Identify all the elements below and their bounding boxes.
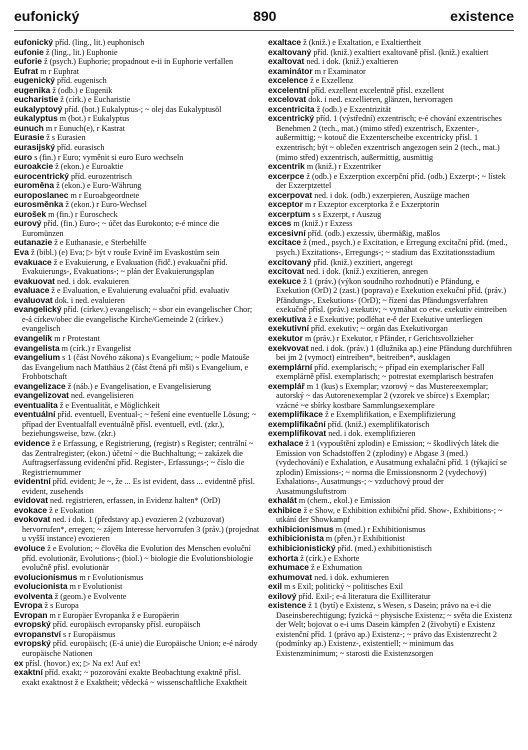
entry-headword: eukalyptový: [14, 103, 63, 114]
entry-definition: s s Exzerpt, r Auszug: [310, 209, 382, 219]
entry-headword: evolventa: [14, 590, 53, 601]
dictionary-entry: [14, 506, 260, 516]
entry-definition: m 1 (kus) s Exemplar; vzorový ~ das Mustereexemplar; autorský ~ das Autorenexemplar 2 (vzorek ve sbírce) s Exemplar; vzácné ~e sbírky kostbare Sammlungsexemplare: [276, 381, 490, 410]
entry-definition: ned. evangelisieren: [68, 391, 134, 401]
entry-headword: excerpce: [268, 170, 305, 181]
entry-definition: m (fin.) r Euroscheck: [46, 209, 118, 219]
entry-headword: eucharistie: [14, 94, 59, 105]
dictionary-entry: [14, 210, 260, 220]
entry-definition: příd. (církev.) evangelisch; ~ sbor ein evangelischer Chor; e-á církev/obec die evangelische Kirche/Gemeinde 2 (církev.) evangelisch: [22, 305, 253, 334]
entry-definition: ž (círk.) e Eucharistie: [58, 95, 131, 105]
entry-definition: ž (geom.) e Evolvente: [52, 591, 127, 601]
entry-definition: příd. evident; Je ~, že ... Es ist evident, dass ... evidentně přísl. evident, zusehends: [22, 477, 255, 496]
entry-definition: m r Eunuch(e), r Kastrat: [43, 123, 125, 133]
entry-definition: příd. exemplarisch; ~ případ ein exemplarischer Fall exemplárně přísl. exemplarisch; ~ potrestat exemplarisch bestrafen: [276, 362, 494, 382]
entry-headword: eventuální: [14, 409, 56, 420]
entry-definition: m (med.) r Exhibitionismus: [333, 524, 426, 534]
dictionary-entry: [14, 439, 260, 477]
entry-headword: evangelizovat: [14, 390, 69, 401]
dictionary-entry: [14, 57, 260, 67]
entry-definition: m r Euroabgeordnete: [68, 190, 140, 200]
entry-headword: excentricita: [268, 103, 315, 114]
dictionary-entry: [268, 344, 514, 363]
entry-definition: ž (odb.) e Exzentrizität: [314, 104, 392, 114]
entry-definition: dok. i ned. exzellieren, glänzen, hervorragen: [306, 95, 453, 105]
entry-definition: příd. europäisch; (E-á unie) die Europäische Union; e-é národy europäische Nationen: [22, 639, 258, 658]
entry-definition: m r Evolutionist: [67, 582, 123, 592]
entry-headword: Evropan: [14, 609, 48, 620]
entry-headword: exaltovaný: [268, 46, 312, 57]
entry-headword: evolucionismus: [14, 571, 78, 582]
entry-headword: excelence: [268, 75, 309, 86]
entry-definition: ž e Exhumation: [308, 563, 362, 573]
entry-definition: ž e Evolution; ~ člověka die Evolution des Menschen evoluční příd. evolutionär, Evolutions-; (biol.) ~ biologie die Evolutionsbiologie evolučně přísl. evolutionär: [22, 543, 254, 573]
entry-definition: m r Exzeptor excerptorka ž e Exzerptorin: [302, 200, 440, 210]
entry-definition: ned. i dok. evakuieren: [54, 276, 129, 286]
entry-definition: ž (ekon.) e Euro-Währung: [54, 181, 142, 191]
entry-headword: exhumovat: [268, 571, 313, 582]
dictionary-entry: [14, 277, 260, 287]
left-column: [14, 38, 260, 744]
entry-headword: eurový: [14, 218, 42, 229]
entry-definition: m (kniž.) r Exzentriker: [304, 162, 382, 172]
entry-headword: excerpovat: [268, 189, 313, 200]
entry-definition: ž e Evokation: [47, 505, 94, 515]
entry-headword: evangelista: [14, 342, 60, 353]
entry-definition: příd. exakt; ~ pozorování exakte Beobachtung exaktně přísl. exakt exaktnost ž e Exaktheit; vědecká ~ wissenschaftliche Exaktheit: [22, 668, 248, 687]
entry-headword: exekutor: [268, 332, 303, 343]
dictionary-entry: [268, 48, 514, 58]
entry-headword: evropský: [14, 619, 51, 630]
entry-definition: m (kniž.) r Exzess: [291, 219, 353, 229]
entry-definition: m (přen.) r Exhibitionist: [323, 534, 405, 544]
entry-definition: ž 1 (bytí) e Existenz, s Wesen, s Dasein; právo na e-i die Daseinsberechtigung; fyzická ~ physische Existenz; ~ světa die Existenz der Welt; bojovat o e-i ums Dasein kämpfen 2 (živobytí) e Existenz existenční příd. 1 (právo ap.) Existenz-; ~ právo das Existenzrecht 2 (podmínky ap.) Existenz-, existentiell; ~ minimum das Existenzminimum; ~ starosti die Existenzsorgen: [276, 601, 513, 658]
entry-headword: evokovat: [14, 514, 51, 525]
entry-definition: ž 1 (práv.) (výkon soudního rozhodnutí) e Pfändung, e Exekution (OrD) 2 (zast.) (poprava) e Exekution exekuční příd. (práv.) Pfändungs-, Exekutions- (OrD); ~ řízení das Pfändungsverfahren exekučně přísl. (práv.) exekutiv; ~ vymáhat co etw. exekutiv eintreiben: [276, 276, 507, 315]
entry-headword: euroakcie: [14, 161, 54, 172]
entry-headword: evangelický: [14, 304, 62, 315]
entry-definition: ž (náb.) e Evangelisation, e Evangelisierung: [65, 381, 211, 391]
entry-definition: ned. registrieren, erfassen, in Evidenz halten* (OrD): [47, 496, 221, 506]
entry-headword: evropský: [14, 638, 51, 649]
dictionary-entry: [14, 601, 260, 611]
entry-definition: příd. eurasisch: [54, 143, 105, 153]
entry-definition: s 1 (část Nového zákona) s Evangelium; ~ podle Matouše das Evangelium nach Matthäus 2 (část čtená při mši) s Evangelium, e Frohbotschaft: [22, 353, 250, 382]
dictionary-entry: [14, 38, 260, 48]
entry-definition: m (chem., ekol.) e Emission: [296, 496, 391, 506]
dictionary-entry: [14, 76, 260, 86]
entry-definition: m r Europäer Evropanka ž e Europäerin: [47, 610, 180, 620]
dictionary-entry: [14, 515, 260, 544]
entry-headword: existence: [268, 600, 307, 611]
header-first-word: eufonický: [14, 8, 80, 24]
entry-headword: exemplifikovat: [268, 428, 327, 439]
entry-headword: exaltace: [268, 38, 302, 47]
entry-definition: ž (odb.) e Eugenik: [50, 85, 113, 95]
entry-headword: eurocentrický: [14, 170, 69, 181]
entry-headword: evaluovat: [14, 294, 53, 305]
entry-headword: exemplifikace: [268, 409, 323, 420]
dictionary-entry: [268, 277, 514, 315]
entry-definition: m s Exil; politický ~ politisches Exil: [281, 582, 404, 592]
entry-headword: Evropa: [14, 600, 43, 611]
entry-definition: příd. 1 (výstřední) exzentrisch; e-é chování exzentrisches Benehmen 2 (tech., mat.) (mimo střed) exzentrisch, Exzenter-, außermittig; ~ kotouč die Exzenterscheibe excentricky přísl. 1 exzentrisch; být ~ oblečen exzentrisch angezogen sein 2 (tech., mat.) (mimo střed) exzentrisch, außermittig, ausmittig: [276, 114, 502, 162]
dictionary-entry: [14, 219, 260, 238]
entry-headword: evakuace: [14, 256, 52, 267]
dictionary-entry: [268, 496, 514, 506]
entry-definition: příd. Exil-; e-á literatura die Exilliteratur: [296, 591, 431, 601]
dictionary-entry: [268, 267, 514, 277]
entry-headword: exhibicionista: [268, 533, 324, 544]
dictionary-entry: [14, 477, 260, 496]
entry-headword: examinátor: [268, 65, 313, 76]
entry-headword: exemplifikační: [268, 418, 326, 429]
entry-headword: eufonie: [14, 46, 44, 57]
dictionary-entry: [268, 582, 514, 592]
entry-definition: příd. (kniž.) exaltiert exaltovaně přísl. (kniž.) exaltiert: [311, 47, 489, 57]
entry-headword: exemplář: [268, 380, 305, 391]
entry-definition: ž (ekon.) r Euro-Wechsel: [63, 200, 147, 210]
entry-headword: excelovat: [268, 94, 307, 105]
entry-definition: příd. (bot.) Eukalyptus-; ~ olej das Eukalyptusöl: [62, 104, 222, 114]
entry-headword: europoslanec: [14, 189, 69, 200]
dictionary-entry: [14, 659, 260, 669]
entry-definition: ned. i dok. (práv.) 1 (dlužníka ap.) eine Pfändung durchführen bei jm 2 (vymoct) eintreiben*, beitreiben*, ausklagen: [276, 343, 512, 363]
entry-headword: evangelík: [14, 332, 53, 343]
entry-headword: exhibicionistický: [268, 542, 336, 553]
entry-headword: exilový: [268, 590, 297, 601]
entry-definition: ž (bibl.) (e) Eva; ▷ být v rouše Evině im Evaskostüm sein: [28, 248, 220, 258]
entry-definition: ž 1 (vypouštění zplodin) e Emission; ~ škodlivých látek die Emission von Schadstoffen 2 (zplodiny) e Abgase 3 (med.) (vydechování) e Exhalation, e Ausatmung exhalační příd. 1 (týkající se zplodin) Emissions-; ~ norma die Emissionsnorm 2 (vydechový) Exhalations-, Ausatmungs-; ~ vzduchový proud der Ausatmungsluftstrom: [276, 438, 507, 496]
dictionary-entry: [14, 114, 260, 124]
entry-headword: exhibicionismus: [268, 523, 334, 534]
entry-headword: eutanazie: [14, 237, 53, 248]
entry-definition: ned. i dok. exemplifizieren: [326, 429, 416, 439]
entry-definition: s r Europäismus: [61, 629, 116, 639]
entry-headword: eurosměnka: [14, 199, 64, 210]
entry-headword: evidovat: [14, 495, 48, 506]
entry-definition: příd. (kniž.) exemplifikatorisch: [325, 419, 430, 429]
dictionary-entry: [268, 429, 514, 439]
dictionary-entry: [268, 172, 514, 191]
entry-definition: příd. (fin.) Euro-; ~ účet das Eurokonto; e-é mince die Euromünzen: [22, 219, 220, 238]
entry-headword: excitovat: [268, 266, 305, 277]
entry-definition: ž e Exemplifikation, e Exemplifizierung: [322, 410, 456, 420]
entry-headword: exekvovat: [268, 342, 309, 353]
entry-headword: euforie: [14, 56, 42, 67]
entry-headword: eukalyptus: [14, 113, 58, 124]
entry-headword: exekutiva: [268, 313, 307, 324]
entry-definition: s (fin.) r Euro; vyměnit si euro Euro wechseln: [32, 152, 184, 162]
dictionary-entry: [268, 258, 514, 268]
dictionary-entry: [268, 238, 514, 257]
entry-definition: příd. eventuell, Eventual-; ~ řešení eine eventuelle Lösung; ~ případ der Eventualfall eventuálně přísl. eventuell, evtl. (zkr.), beziehungsweise, bzw. (zkr.): [22, 410, 257, 439]
dictionary-entry: [14, 544, 260, 573]
entry-definition: m r Euphrat: [38, 66, 80, 76]
entry-headword: euro: [14, 151, 33, 162]
entry-headword: evakuovat: [14, 275, 55, 286]
entry-definition: příd. eurozentrisch: [68, 171, 132, 181]
entry-definition: příd. (kniž.) exzitiert, angeregt: [311, 257, 413, 267]
entry-headword: excitace: [268, 237, 302, 248]
entry-headword: evangelizace: [14, 380, 66, 391]
entry-definition: ž e Exzellenz: [308, 76, 354, 86]
entry-headword: exekutivní: [268, 323, 309, 334]
entry-headword: exhalát: [268, 495, 297, 506]
entry-definition: dok. i ned. evaluieren: [52, 295, 125, 305]
dictionary-entry: [268, 363, 514, 382]
entry-headword: ex: [14, 657, 24, 668]
dictionary-entry: [14, 353, 260, 382]
entry-definition: m (bot.) r Eukalyptus: [57, 114, 130, 124]
entry-headword: evidentní: [14, 476, 51, 487]
dictionary-entry: [268, 506, 514, 525]
dictionary-entry: [268, 573, 514, 583]
entry-headword: exaktní: [14, 667, 43, 678]
entry-headword: evangelium: [14, 352, 61, 363]
entry-headword: evidence: [14, 437, 50, 448]
entry-headword: eurošek: [14, 208, 47, 219]
entry-headword: exemplární: [268, 361, 313, 372]
entry-headword: eunuch: [14, 122, 44, 133]
entry-definition: m r Evolutionismus: [77, 572, 144, 582]
entry-definition: ž s Eurasien: [44, 133, 86, 143]
entry-headword: exhibice: [268, 504, 302, 515]
entry-headword: evoluce: [14, 542, 46, 553]
dictionary-entry: [14, 143, 260, 153]
entry-headword: Eurasie: [14, 132, 45, 143]
entry-headword: eurasijský: [14, 142, 55, 153]
entry-definition: m (práv.) r Exekutor, r Pfänder, r Gerichtsvollzieher: [302, 333, 474, 343]
entry-definition: příd. exekutiv; ~ orgán das Exekutivorgan: [308, 324, 448, 334]
entry-definition: m (círk.) r Evangelist: [59, 343, 132, 353]
entry-headword: evolucionista: [14, 581, 68, 592]
entry-definition: ned. i dok. (kniž.) exzitieren, anregen: [304, 267, 428, 277]
entry-definition: ž (psych.) Euphorie; propadnout e-ii in Euphorie verfallen: [41, 57, 234, 67]
entry-headword: exces: [268, 218, 292, 229]
entry-headword: eufonický: [14, 38, 54, 47]
entry-definition: ž (kniž.) e Exaltation, e Exaltiertheit: [301, 38, 422, 47]
entry-headword: excentrický: [268, 113, 315, 124]
entry-definition: ž e Eventualität, e Möglichkeit: [57, 400, 160, 410]
entry-definition: ned. i dok. 1 (představy ap.) evozieren 2 (vzbuzovat) hervorrufen*, erregen; ~ zájem Interesse hervorrufen 3 (práv.) (projednat u vyšší instance) evozieren: [22, 515, 260, 544]
dictionary-entry: [268, 162, 514, 172]
entry-headword: exil: [268, 581, 282, 592]
entry-headword: excesivní: [268, 227, 306, 238]
entry-definition: ž e Evaluation, e Evaluierung evaluační příd. evaluativ: [49, 286, 230, 296]
entry-headword: evropanství: [14, 628, 62, 639]
dictionary-entry: [14, 496, 260, 506]
dictionary-entry: [14, 48, 260, 58]
entry-definition: příd. (ling., lit.) euphonisch: [53, 38, 145, 47]
entry-headword: evokace: [14, 504, 48, 515]
dictionary-entry: [14, 238, 260, 248]
dictionary-entry: [268, 439, 514, 496]
entry-definition: m r Examinator: [312, 66, 366, 76]
entry-headword: evaluace: [14, 285, 50, 296]
dictionary-entry: [268, 114, 514, 162]
dictionary-entry: [14, 305, 260, 334]
entry-headword: exceptor: [268, 199, 303, 210]
entry-definition: ned. i dok. (odb.) exzerpieren, Auszüge machen: [312, 190, 470, 200]
dictionary-entry: [14, 592, 260, 602]
entry-headword: exhorta: [268, 552, 299, 563]
entry-headword: eventualita: [14, 399, 58, 410]
entry-definition: ž (círk.) e Exhorte: [298, 553, 360, 563]
entry-definition: ž e Evakuierung, e Evakuation (řidč.) evakuační příd. Evakuierungs-, Evakuations-; ~ plán der Evakuierungsplan: [22, 257, 228, 277]
entry-definition: přísl. (hovor.) ex; ▷ Na ex! Auf ex!: [23, 658, 141, 668]
header-last-word: existence: [450, 8, 514, 24]
dictionary-entry: [268, 601, 514, 658]
entry-headword: eugenický: [14, 75, 55, 86]
right-column: [268, 38, 514, 744]
dictionary-entry: [268, 324, 514, 334]
entry-definition: ž (ekon.) e Euroaktie: [53, 162, 124, 172]
entry-definition: ž e Show, e Exhibition exhibiční příd. Show-, Exhibitions-; ~ utkání der Showkampf: [276, 505, 503, 525]
entry-definition: příd. (med.) exhibitionistisch: [335, 543, 432, 553]
entry-definition: ž (ling., lit.) Euphonie: [43, 47, 118, 57]
entry-headword: Eufrat: [14, 65, 39, 76]
entry-definition: příd. (odb.) exzessiv, übermäßig, maßlos: [305, 228, 440, 238]
entry-headword: excelentní: [268, 84, 309, 95]
entry-headword: Eva: [14, 247, 29, 258]
dictionary-entry: [14, 200, 260, 210]
entry-definition: m r Protestant: [52, 333, 100, 343]
dictionary-entry: [14, 639, 260, 658]
entry-headword: exaltovat: [268, 56, 305, 67]
dictionary-entry: [14, 410, 260, 439]
dictionary-entry: [268, 191, 514, 201]
entry-definition: ž (odb.) e Exzerption excerpční příd. (odb.) Exzerpt-; ~ lístek der Exzerptzettel: [276, 171, 506, 191]
entry-headword: excentrik: [268, 161, 305, 172]
entry-definition: ned. i dok. exhumieren: [312, 572, 389, 582]
entry-headword: excerptum: [268, 208, 311, 219]
entry-definition: ž e Euthanasie, e Sterbehilfe: [52, 238, 147, 248]
entry-headword: exekuce: [268, 275, 302, 286]
dictionary-entry: [14, 258, 260, 277]
entry-headword: eugenika: [14, 84, 51, 95]
entry-definition: příd. eugenisch: [54, 76, 107, 86]
dictionary-entry: [268, 544, 514, 554]
entry-definition: ž (med., psych.) e Excitation, e Erregung excitační příd. (med., psych.) Exzitations-, Erregungs-; ~ stadium das Exzitationsstadium: [276, 238, 508, 258]
dictionary-entry: [268, 210, 514, 220]
entry-definition: příd. europäisch evropansky přísl. europäisch: [50, 620, 201, 630]
entry-definition: ž e Erfassung, e Registrierung, (registr) s Register; centrální ~ das Zentralregister; (ekon.) účetní ~ die Buchhaltung; ~ zakázek die Auftragserfassung evidenční příd. Register-, Erfassungs-; ~ číslo die Registriernummer: [22, 438, 254, 477]
page-header: [14, 8, 514, 31]
dictionary-entry: [268, 382, 514, 411]
entry-headword: exhumace: [268, 562, 309, 573]
entry-definition: ž s Europa: [42, 601, 79, 611]
entry-definition: příd. exzellent excelentně přísl. exzellent: [308, 85, 445, 95]
entry-headword: excitovaný: [268, 256, 312, 267]
entry-headword: exhalace: [268, 437, 304, 448]
entry-headword: euroměna: [14, 180, 55, 191]
page-number: 890: [253, 8, 277, 24]
entry-definition: ned. i dok. (kniž.) exaltieren: [304, 57, 399, 67]
entry-definition: ž e Exekutive; podléhat e-ě der Exekutive unterliegen: [306, 314, 483, 324]
dictionary-entry: [14, 668, 260, 687]
